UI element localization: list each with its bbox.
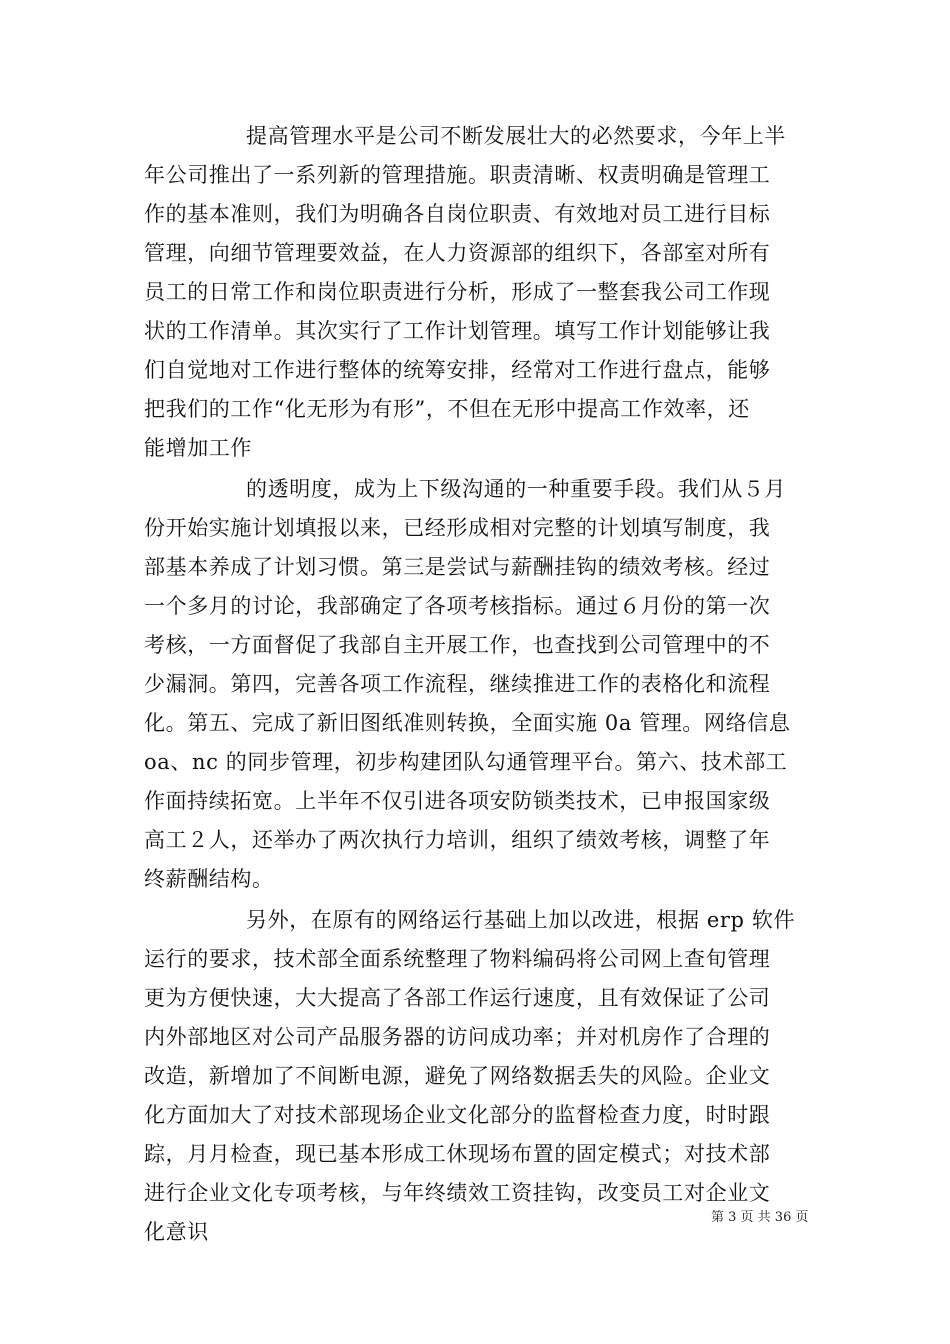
paragraph-3-line-1: 另外，在原有的网络运行基础上加以改进，根据 erp 软件 xyxy=(246,908,796,932)
paragraph-2-line-6: 少漏洞。第四，完善各项工作流程，继续推进工作的表格化和流程 xyxy=(144,672,771,696)
paragraph-3-line-9: 化意识 xyxy=(144,1220,209,1244)
paragraph-1-line-5: 员工的日常工作和岗位职责进行分析，形成了一整套我公司工作现 xyxy=(144,280,771,304)
paragraph-2-line-9: 作面持续拓宽。上半年不仅引进各项安防锁类技术，已申报国家级 xyxy=(144,789,771,813)
paragraph-3-line-3: 更为方便快速，大大提高了各部工作运行速度，且有效保证了公司 xyxy=(144,986,771,1010)
paragraph-1-line-8: 把我们的工作“化无形为有形”，不但在无形中提高工作效率，还 xyxy=(144,397,750,421)
page-number-footer: 第 3 页 共 36 页 xyxy=(711,1210,809,1225)
paragraph-3-line-4: 内外部地区对公司产品服务器的访问成功率；并对机房作了合理的 xyxy=(144,1025,771,1049)
paragraph-2-line-7: 化。第五、完成了新旧图纸准则转换，全面实施 0a 管理。网络信息 xyxy=(144,711,791,735)
paragraph-2-line-8: oa、nc 的同步管理，初步构建团队勾通管理平台。第六、技术部工 xyxy=(144,750,788,774)
paragraph-3-line-8: 进行企业文化专项考核，与年终绩效工资挂钩，改变员工对企业文 xyxy=(144,1181,771,1205)
paragraph-2-line-4: 一个多月的讨论，我部确定了各项考核指标。通过６月份的第一次 xyxy=(144,594,771,618)
paragraph-2-line-10: 高工２人，还举办了两次执行力培训，组织了绩效考核，调整了年 xyxy=(144,828,771,852)
paragraph-2-line-3: 部基本养成了计划习惯。第三是尝试与薪酬挂钩的绩效考核。经过 xyxy=(144,555,771,579)
paragraph-3-line-7: 踪，月月检查，现已基本形成工休现场布置的固定模式；对技术部 xyxy=(144,1142,771,1166)
paragraph-1-line-4: 管理，向细节管理要效益，在人力资源部的组织下，各部室对所有 xyxy=(144,241,771,265)
paragraph-3-line-5: 改造，新增加了不间断电源，避免了网络数据丢失的风险。企业文 xyxy=(144,1064,771,1088)
paragraph-2-line-11: 终薪酬结构。 xyxy=(144,867,274,891)
paragraph-2-line-5: 考核，一方面督促了我部自主开展工作，也查找到公司管理中的不 xyxy=(144,633,771,657)
paragraph-3-line-2: 运行的要求，技术部全面系统整理了物料编码将公司网上查旬管理 xyxy=(144,947,771,971)
paragraph-3-line-6: 化方面加大了对技术部现场企业文化部分的监督检查力度，时时跟 xyxy=(144,1103,771,1127)
paragraph-1-line-6: 状的工作清单。其次实行了工作计划管理。填写工作计划能够让我 xyxy=(144,319,771,343)
paragraph-1-line-2: 年公司推出了一系列新的管理措施。职责清晰、权责明确是管理工 xyxy=(144,163,771,187)
paragraph-1-line-1: 提高管理水平是公司不断发展壮大的必然要求，今年上半 xyxy=(246,124,786,148)
paragraph-2-line-2: 份开始实施计划填报以来，已经形成相对完整的计划填写制度，我 xyxy=(144,516,771,540)
paragraph-1-line-3: 作的基本准则，我们为明确各自岗位职责、有效地对员工进行目标 xyxy=(144,202,771,226)
paragraph-1-line-7: 们自觉地对工作进行整体的统筹安排，经常对工作进行盘点，能够 xyxy=(144,358,771,382)
paragraph-1-line-9: 能增加工作 xyxy=(144,436,252,460)
paragraph-2-line-1: 的透明度，成为上下级沟通的一种重要手段。我们从５月 xyxy=(246,477,786,501)
